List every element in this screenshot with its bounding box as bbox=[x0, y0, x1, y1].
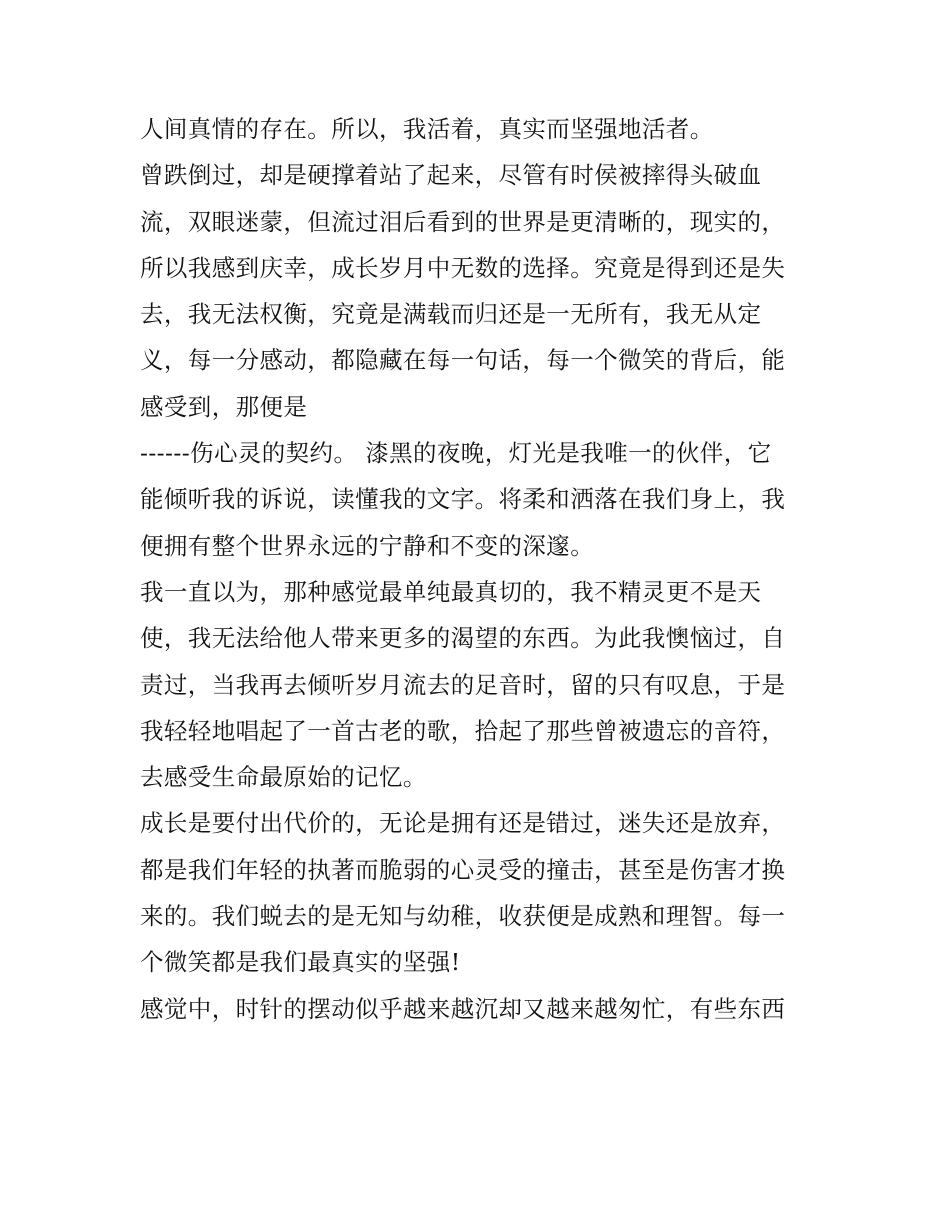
text-line: 责过，当我再去倾听岁月流去的足音时，留的只有叹息，于是 bbox=[140, 670, 786, 699]
text-line: 去感受生命最原始的记忆。 bbox=[140, 763, 427, 792]
text-line: 成长是要付出代价的，无论是拥有还是错过，迷失还是放弃， bbox=[140, 809, 786, 838]
text-line: 我轻轻地唱起了一首古老的歌，拾起了那些曾被遗忘的音符， bbox=[140, 716, 786, 745]
text-line: 曾跌倒过，却是硬撑着站了起来，尽管有时侯被摔得头破血 bbox=[140, 161, 762, 190]
text-line: 个微笑都是我们最真实的坚强! bbox=[140, 948, 461, 977]
text-line: 感觉中，时针的摆动似乎越来越沉却又越来越匆忙，有些东西 bbox=[140, 994, 786, 1023]
text-line: 所以我感到庆幸，成长岁月中无数的选择。究竟是得到还是失 bbox=[140, 253, 786, 282]
text-line: 人间真情的存在。所以，我活着，真实而坚强地活者。 bbox=[140, 115, 714, 143]
body-text bbox=[140, 106, 820, 1032]
text-line: 使，我无法给他人带来更多的渴望的东西。为此我懊恼过，自 bbox=[140, 624, 786, 653]
text-line: 感受到，那便是 bbox=[140, 392, 308, 421]
text-line: ------伤心灵的契约。 漆黑的夜晚，灯光是我唯一的伙伴，它 bbox=[140, 439, 772, 468]
text-line: 去，我无法权衡，究竟是满载而归还是一无所有，我无从定 bbox=[140, 300, 762, 329]
text-line: 义，每一分感动，都隐藏在每一句话，每一个微笑的背后，能 bbox=[140, 346, 786, 375]
text-line: 流，双眼迷蒙，但流过泪后看到的世界是更清晰的，现实的， bbox=[140, 207, 786, 236]
text-line: 我一直以为，那种感觉最单纯最真切的，我不精灵更不是天 bbox=[140, 577, 762, 606]
text-line: 都是我们年轻的执著而脆弱的心灵受的撞击，甚至是伤害才换 bbox=[140, 855, 786, 884]
text-line: 来的。我们蜕去的是无知与幼稚，收获便是成熟和理智。每一 bbox=[140, 902, 786, 931]
text-line: 便拥有整个世界永远的宁静和不变的深邃。 bbox=[140, 531, 595, 560]
text-line: 能倾听我的诉说，读懂我的文字。将柔和洒落在我们身上，我 bbox=[140, 485, 786, 514]
